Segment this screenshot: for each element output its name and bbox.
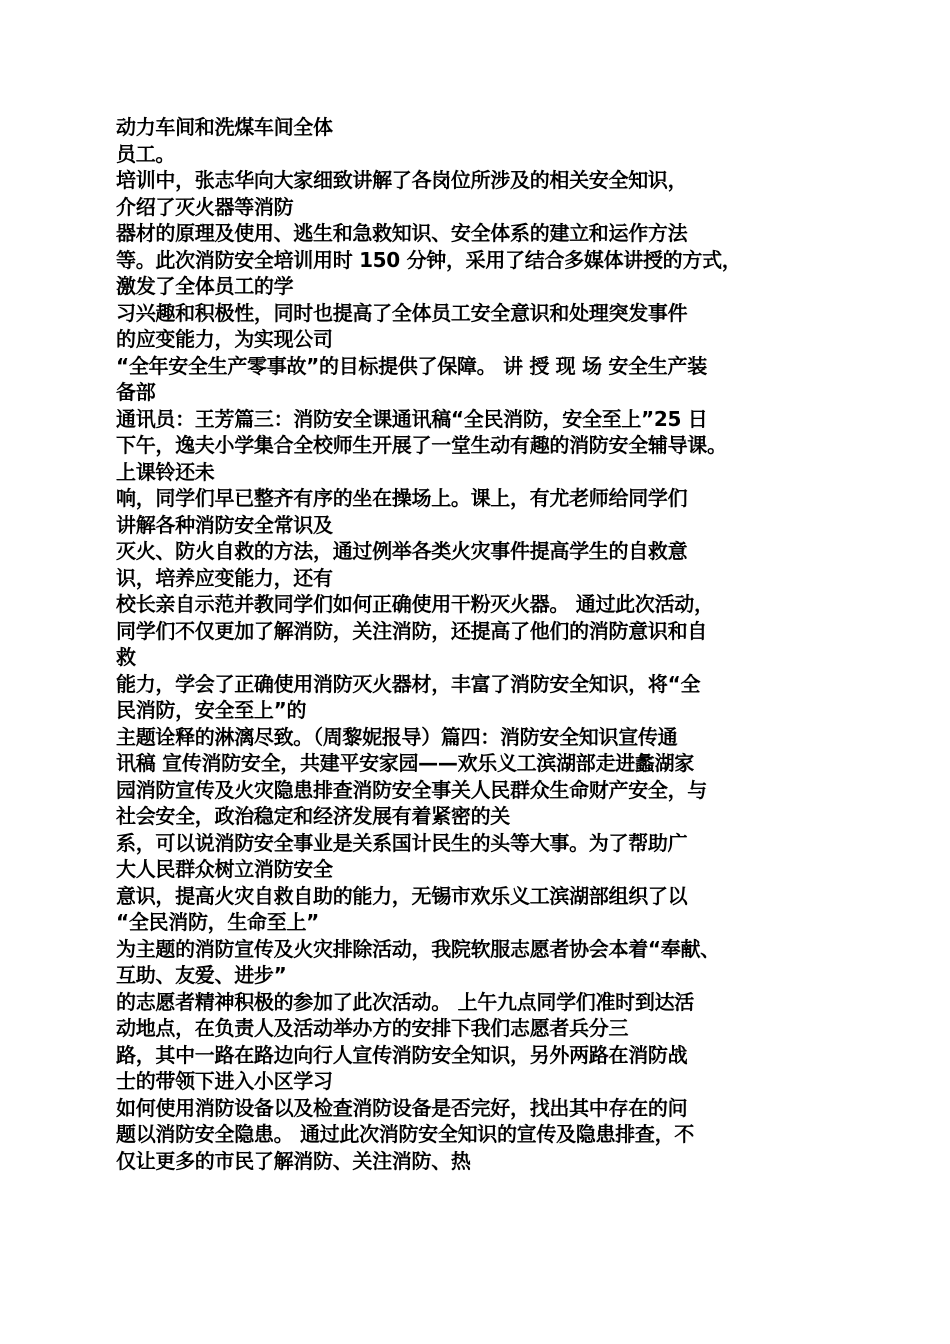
text-line: 员工。 bbox=[116, 141, 176, 166]
text-line: 仅让更多的市民了解消防、关注消防、热 bbox=[116, 1148, 471, 1173]
text-line: “全民消防，生命至上” bbox=[116, 910, 319, 934]
text-line: 培训中，张志华向大家细致讲解了各岗位所涉及的相关安全知识， bbox=[116, 168, 688, 192]
text-line: 社会安全，政治稳定和经济发展有着紧密的关 bbox=[116, 804, 510, 828]
text-line: 等。此次消防安全培训用时 150 分钟，采用了结合多媒体讲授的方式， bbox=[116, 247, 742, 272]
text-line: 识，培养应变能力，还有 bbox=[116, 565, 333, 590]
text-line: 救 bbox=[116, 645, 136, 669]
text-line: 灭火、防火自救的方法，通过例举各类火灾事件提高学生的自救意 bbox=[116, 539, 688, 563]
text-line: 题以消防安全隐患。 通过此次消防安全知识的宣传及隐患排查，不 bbox=[116, 1122, 694, 1146]
text-line: 器材的原理及使用、逃生和急救知识、安全体系的建立和运作方法 bbox=[116, 221, 688, 245]
text-line: 的应变能力，为实现公司 bbox=[116, 327, 333, 351]
article-body bbox=[116, 114, 846, 1174]
text-line: 下午，逸夫小学集合全校师生开展了一堂生动有趣的消防安全辅导课。 bbox=[116, 433, 727, 457]
text-line: 上课铃还未 bbox=[116, 459, 215, 484]
text-line: 的志愿者精神积极的参加了此次活动。 上午九点同学们准时到达活 bbox=[116, 989, 694, 1014]
text-line: 讲解各种消防安全常识及 bbox=[116, 512, 333, 537]
text-line: 响，同学们早已整齐有序的坐在操场上。课上，有尤老师给同学们 bbox=[116, 486, 688, 510]
text-line: 同学们不仅更加了解消防，关注消防，还提高了他们的消防意识和自 bbox=[116, 618, 707, 643]
text-line: 校长亲自示范并教同学们如何正确使用干粉灭火器。 通过此次活动， bbox=[116, 592, 714, 616]
text-line: 如何使用消防设备以及检查消防设备是否完好，找出其中存在的问 bbox=[116, 1095, 688, 1120]
text-line: 意识，提高火灾自救自助的能力，无锡市欢乐义工滨湖部组织了以 bbox=[116, 883, 688, 908]
text-line: 介绍了灭火器等消防 bbox=[116, 194, 294, 219]
text-line: 备部 bbox=[116, 380, 156, 404]
text-line: 互助、友爱、进步” bbox=[116, 963, 287, 987]
text-line: 民消防，安全至上”的 bbox=[116, 698, 307, 722]
text-line: 路，其中一路在路边向行人宣传消防安全知识，另外两路在消防战 bbox=[116, 1042, 688, 1067]
text-line: 习兴趣和积极性，同时也提高了全体员工安全意识和处理突发事件 bbox=[116, 300, 688, 325]
text-line: 动力车间和洗煤车间全体 bbox=[116, 115, 333, 139]
text-line: “全年安全生产零事故”的目标提供了保障。 讲 授 现 场 安全生产装 bbox=[116, 353, 707, 378]
text-line: 通讯员：王芳篇三：消防安全课通讯稿“全民消防，安全至上”25 日 bbox=[116, 406, 708, 431]
text-line: 能力，学会了正确使用消防灭火器材，丰富了消防安全知识，将“全 bbox=[116, 671, 701, 696]
text-line: 动地点，在负责人及活动举办方的安排下我们志愿者兵分三 bbox=[116, 1016, 629, 1040]
text-line: 激发了全体员工的学 bbox=[116, 274, 294, 298]
text-line: 士的带领下进入小区学习 bbox=[116, 1069, 333, 1093]
text-line: 讯稿 宣传消防安全，共建平安家园——欢乐义工滨湖部走进蠡湖家 bbox=[116, 751, 694, 775]
text-line: 主题诠释的淋漓尽致。（周黎妮报导）篇四：消防安全知识宣传通 bbox=[116, 724, 678, 749]
text-line: 园消防宣传及火灾隐患排查消防安全事关人民群众生命财产安全，与 bbox=[116, 777, 707, 802]
text-line: 系，可以说消防安全事业是关系国计民生的头等大事。为了帮助广 bbox=[116, 830, 688, 855]
text-line: 为主题的消防宣传及火灾排除活动，我院软服志愿者协会本着“奉献、 bbox=[116, 936, 720, 961]
text-line: 大人民群众树立消防安全 bbox=[116, 857, 333, 881]
